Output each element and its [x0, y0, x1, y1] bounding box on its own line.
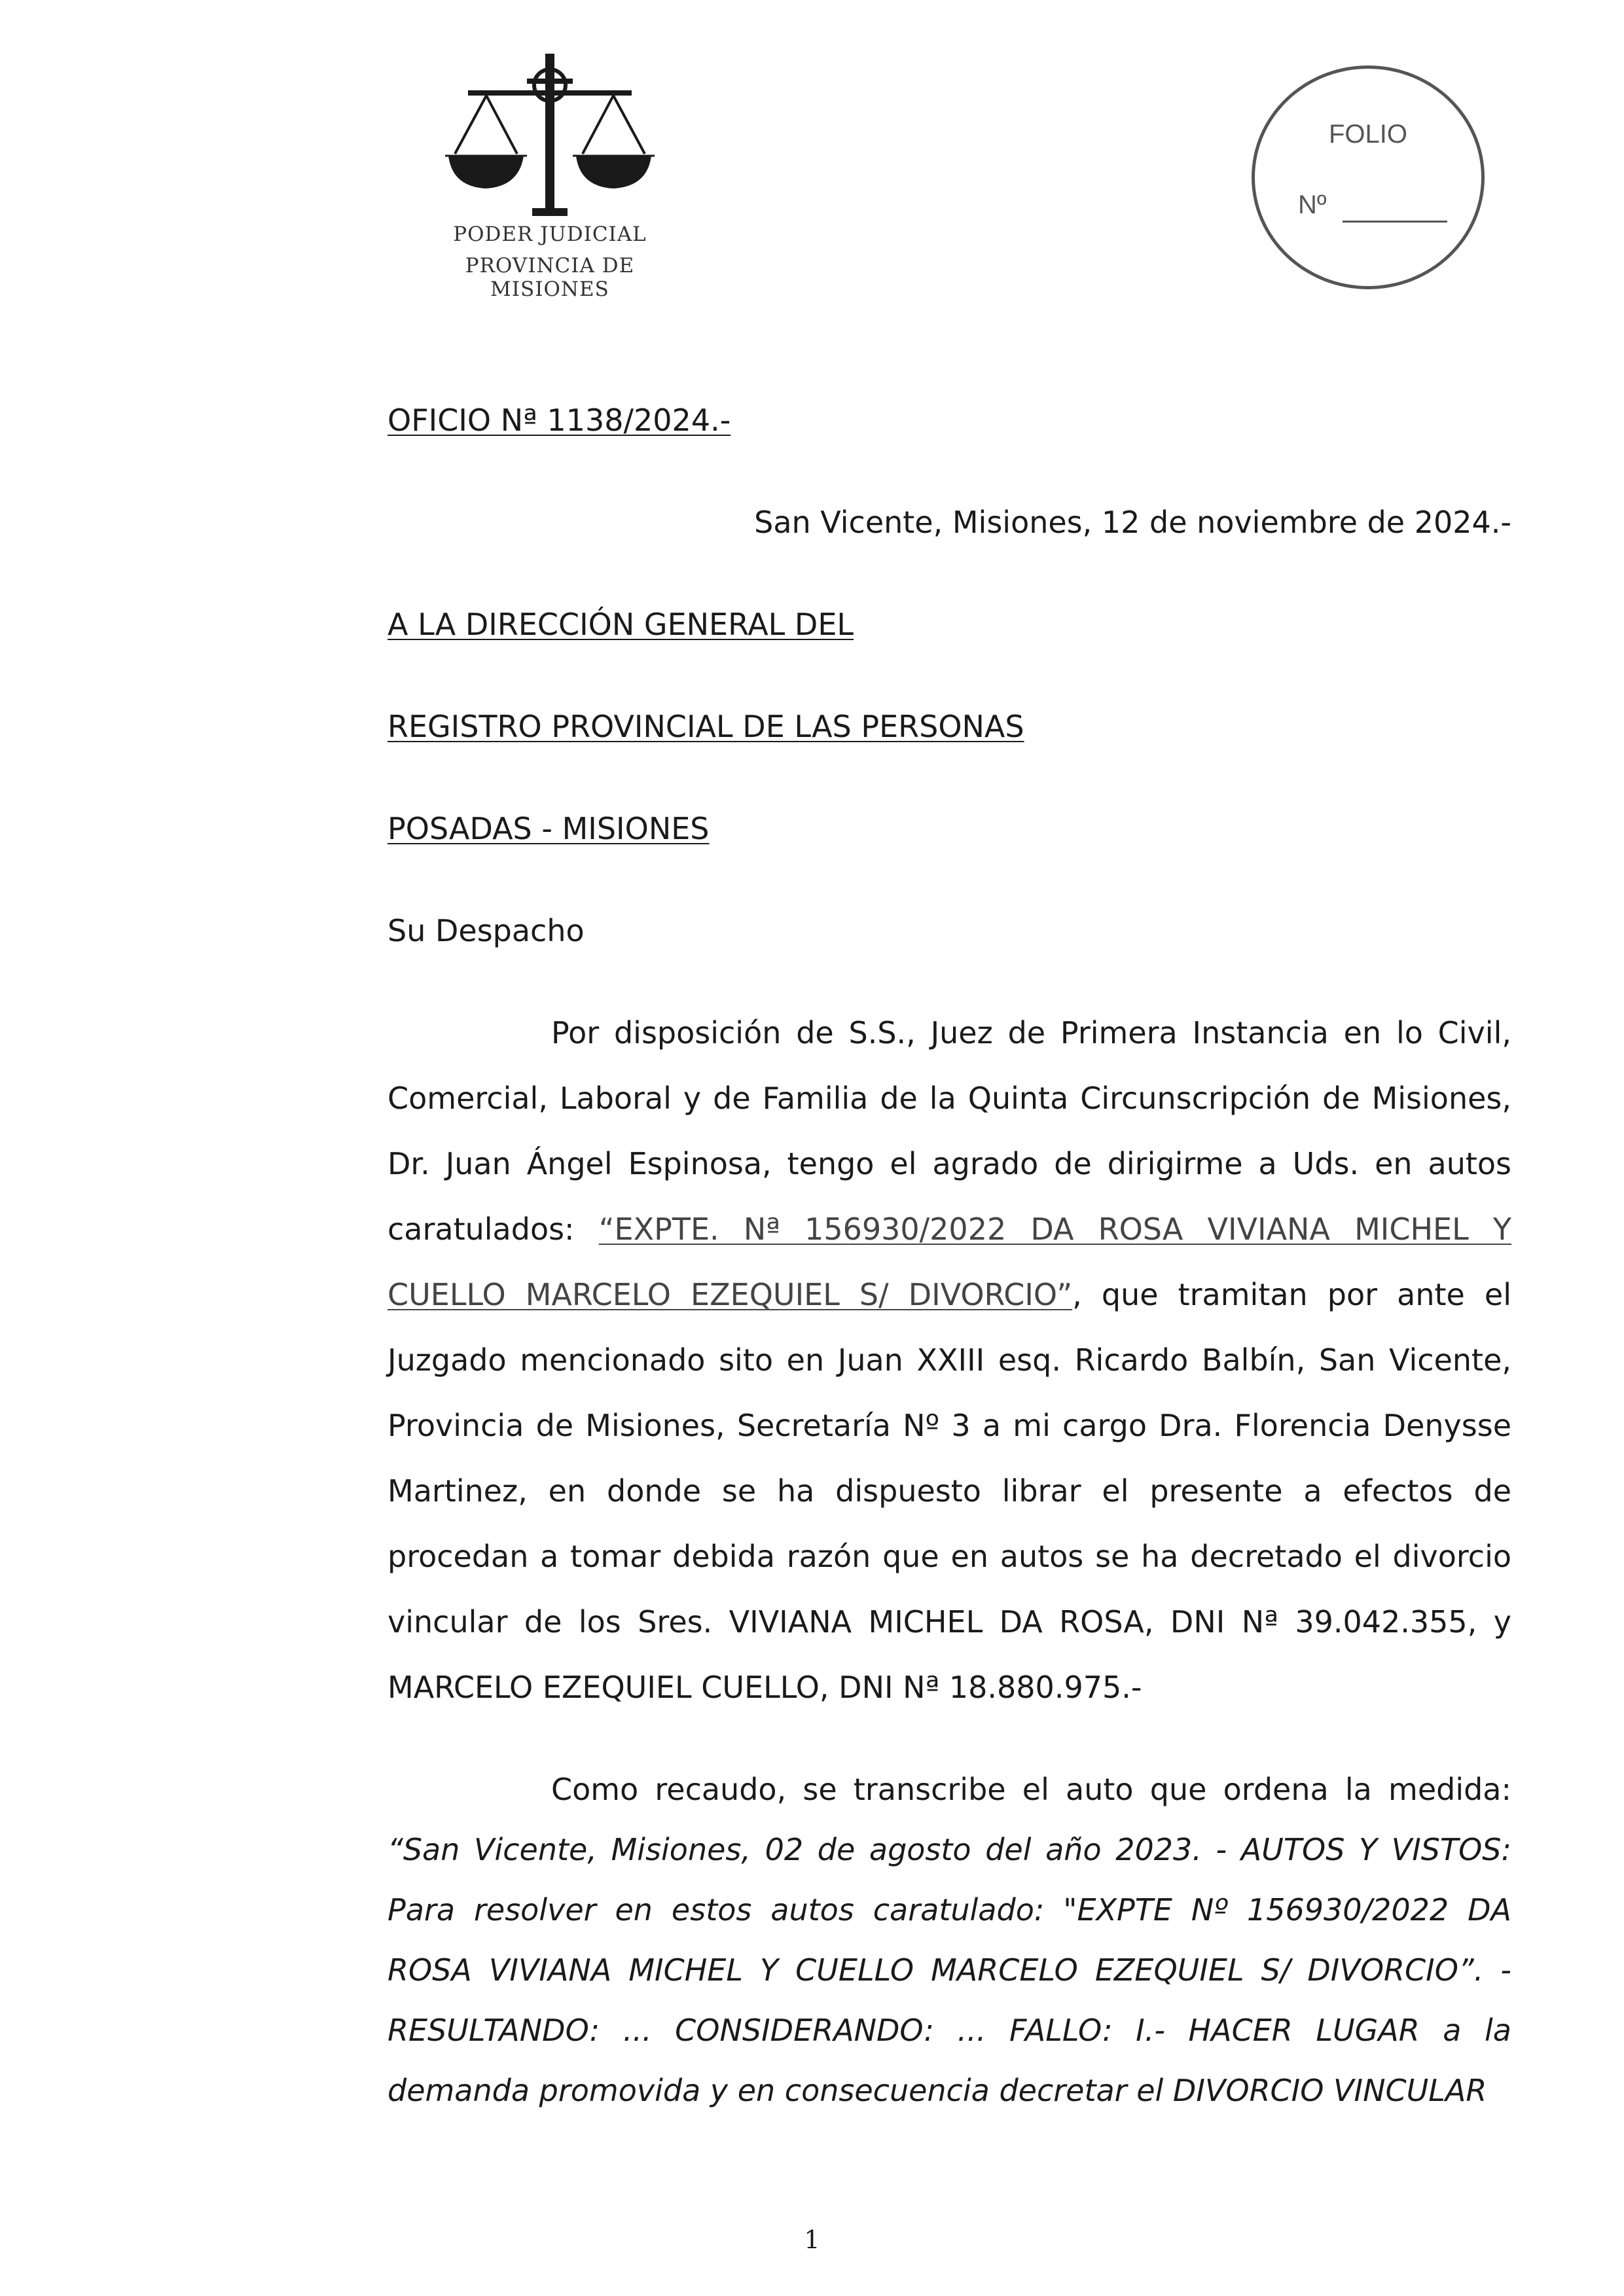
recipient-line2: REGISTRO PROVINCIAL DE LAS PERSONAS: [388, 709, 1024, 744]
folio-label: FOLIO: [1328, 120, 1408, 149]
oficio-number: OFICIO Nª 1138/2024.-: [388, 403, 731, 438]
place-date: San Vicente, Misiones, 12 de noviembre de 2024.-: [754, 505, 1511, 540]
folio-stamp: [1252, 65, 1485, 289]
page-number: 1: [804, 2225, 820, 2254]
court-order-quote: “San Vicente, Misiones, 02 de agosto del año 2023. - AUTOS Y VISTOS: Para resolver en estos autos caratulado: "EXPTE Nº 156930/2022 DA ROSA VIVIANA MICHEL Y CUELLO MARCELO EZEQUIEL S/ DIVORCIO”. - RESULTANDO: ... CONSIDERANDO: ... FALLO: I.- HACER LUGAR a la demanda promovida y en consecuencia decretar el DIVORCIO VINCULAR: [388, 1832, 1511, 2108]
judicial-logo: [406, 39, 694, 301]
body-paragraph-1: [388, 1000, 1511, 1720]
paragraph1-text-b: , que tramitan por ante el Juzgado mencionado sito en Juan XXIII esq. Ricardo Balbín, San Vicente, Provincia de Misiones, Secretaría Nº 3 a mi cargo Dra. Florencia Denysse Martinez, en donde se ha dispuesto librar el presente a efectos de procedan a tomar debida razón que en autos se ha decretado el divorcio vincular de los Sres. VIVIANA MICHEL DA ROSA, DNI Nª 39.042.355, y MARCELO EZEQUIEL CUELLO, DNI Nª 18.880.975.-: [388, 1277, 1511, 1705]
recipient-line3: POSADAS - MISIONES: [388, 811, 710, 846]
recipient-line1: A LA DIRECCIÓN GENERAL DEL: [388, 607, 854, 642]
folio-number-label: Nº: [1298, 190, 1327, 219]
paragraph1-text-a: Por disposición de S.S., Juez de Primera Instancia en lo Civil, Comercial, Laboral y de Familia de la Quinta Circunscripción de Misiones, Dr. Juan Ángel Espinosa, tengo el agrado de dirigirme a Uds. en autos caratulados:: [388, 1015, 1511, 1247]
recipient-line4: Su Despacho: [388, 913, 585, 948]
case-reference: “EXPTE. Nª 156930/2022 DA ROSA VIVIANA MICHEL Y CUELLO MARCELO EZEQUIEL S/ DIVORCIO”: [388, 1211, 1511, 1312]
paragraph2-intro: Como recaudo, se transcribe el auto que ordena la medida:: [551, 1772, 1511, 1807]
logo-text-line2: PROVINCIA DE MISIONES: [465, 254, 635, 301]
body-paragraph-2: [388, 1759, 1511, 2121]
folio-number-blank: [1343, 221, 1447, 223]
logo-text-line1: PODER JUDICIAL: [453, 223, 647, 246]
scales-of-justice-icon: [442, 39, 658, 236]
